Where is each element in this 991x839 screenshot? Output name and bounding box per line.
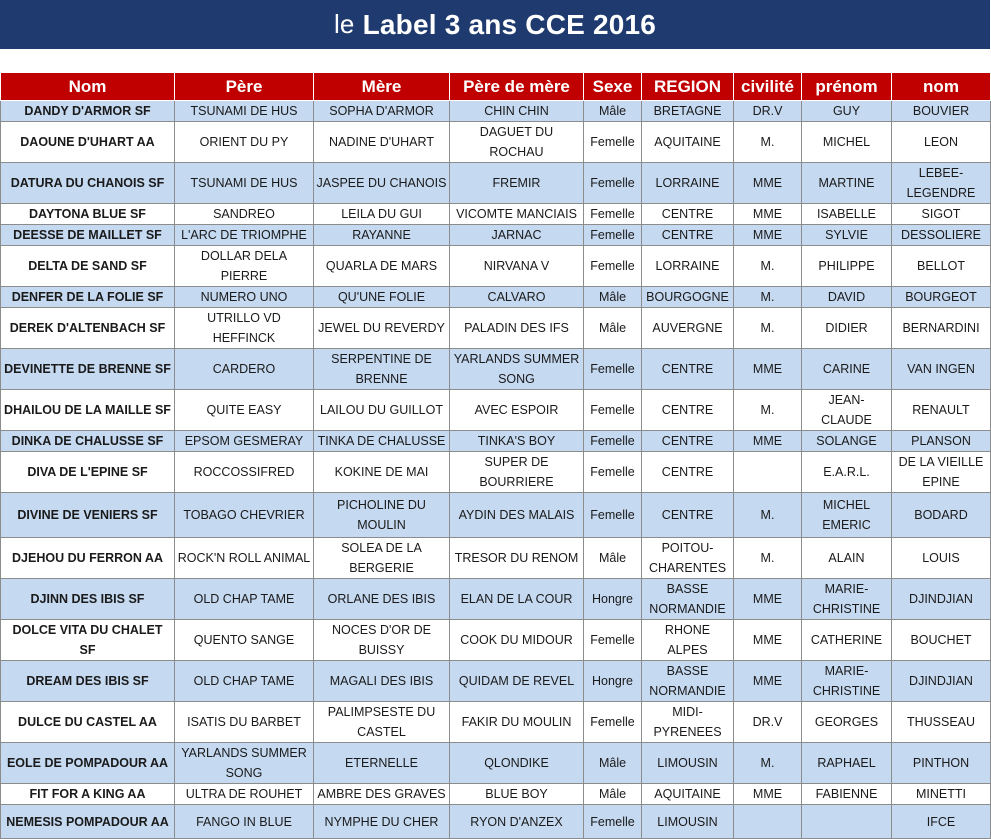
- dam-cell: JEWEL DU REVERDY: [314, 308, 450, 349]
- sex-cell: Femelle: [584, 493, 642, 538]
- sire-cell: ROCK'N ROLL ANIMAL: [175, 538, 314, 579]
- horse-name-cell: DANDY D'ARMOR SF: [1, 101, 175, 122]
- first-name-cell: MICHEL EMERIC: [802, 493, 892, 538]
- civility-cell: M.: [734, 743, 802, 784]
- sex-cell: Femelle: [584, 122, 642, 163]
- last-name-cell: DE LA VIEILLE EPINE: [892, 452, 991, 493]
- sex-cell: Mâle: [584, 101, 642, 122]
- table-row: [1, 349, 991, 390]
- horse-name-cell: DENFER DE LA FOLIE SF: [1, 287, 175, 308]
- first-name-cell: DAVID: [802, 287, 892, 308]
- dam-sire-cell: ELAN DE LA COUR: [450, 579, 584, 620]
- region-cell: CENTRE: [642, 431, 734, 452]
- table-row: [1, 246, 991, 287]
- sex-cell: Femelle: [584, 163, 642, 204]
- table-row: [1, 308, 991, 349]
- first-name-cell: PHILIPPE: [802, 246, 892, 287]
- table-row: [1, 538, 991, 579]
- sire-cell: CARDERO: [175, 349, 314, 390]
- sire-cell: ISATIS DU BARBET: [175, 702, 314, 743]
- table-row: [1, 204, 991, 225]
- first-name-cell: DIDIER: [802, 308, 892, 349]
- sex-cell: Femelle: [584, 390, 642, 431]
- header-pere-de-mere: Père de mère: [450, 73, 584, 101]
- sire-cell: SANDREO: [175, 204, 314, 225]
- sire-cell: UTRILLO VD HEFFINCK: [175, 308, 314, 349]
- region-cell: AQUITAINE: [642, 122, 734, 163]
- region-cell: LORRAINE: [642, 163, 734, 204]
- last-name-cell: LEBEE-LEGENDRE: [892, 163, 991, 204]
- first-name-cell: JEAN-CLAUDE: [802, 390, 892, 431]
- sex-cell: Mâle: [584, 538, 642, 579]
- region-cell: AUVERGNE: [642, 308, 734, 349]
- horse-name-cell: DHAILOU DE LA MAILLE SF: [1, 390, 175, 431]
- horse-name-cell: DJEHOU DU FERRON AA: [1, 538, 175, 579]
- first-name-cell: CATHERINE: [802, 620, 892, 661]
- civility-cell: MME: [734, 661, 802, 702]
- sire-cell: DOLLAR DELA PIERRE: [175, 246, 314, 287]
- header-nom-famille: nom: [892, 73, 991, 101]
- dam-sire-cell: NIRVANA V: [450, 246, 584, 287]
- civility-cell: M.: [734, 122, 802, 163]
- sire-cell: FANGO IN BLUE: [175, 805, 314, 839]
- last-name-cell: BOUVIER: [892, 101, 991, 122]
- civility-cell: M.: [734, 287, 802, 308]
- page-title: [0, 0, 990, 49]
- table-row: [1, 620, 991, 661]
- table-row: [1, 287, 991, 308]
- civility-cell: [734, 805, 802, 839]
- horse-name-cell: DINKA DE CHALUSSE SF: [1, 431, 175, 452]
- horse-name-cell: DJINN DES IBIS SF: [1, 579, 175, 620]
- civility-cell: MME: [734, 204, 802, 225]
- horse-name-cell: DAYTONA BLUE SF: [1, 204, 175, 225]
- civility-cell: DR.V: [734, 101, 802, 122]
- table-row: [1, 579, 991, 620]
- header-mere: Mère: [314, 73, 450, 101]
- sire-cell: QUITE EASY: [175, 390, 314, 431]
- region-cell: CENTRE: [642, 493, 734, 538]
- horse-name-cell: DEESSE DE MAILLET SF: [1, 225, 175, 246]
- sire-cell: OLD CHAP TAME: [175, 661, 314, 702]
- table-row: [1, 784, 991, 805]
- horse-name-cell: DELTA DE SAND SF: [1, 246, 175, 287]
- first-name-cell: ISABELLE: [802, 204, 892, 225]
- dam-sire-cell: RYON D'ANZEX: [450, 805, 584, 839]
- dam-cell: LEILA DU GUI: [314, 204, 450, 225]
- table-row: [1, 225, 991, 246]
- horse-name-cell: DIVINE DE VENIERS SF: [1, 493, 175, 538]
- dam-sire-cell: PALADIN DES IFS: [450, 308, 584, 349]
- dam-cell: NOCES D'OR DE BUISSY: [314, 620, 450, 661]
- sex-cell: Femelle: [584, 431, 642, 452]
- dam-cell: JASPEE DU CHANOIS: [314, 163, 450, 204]
- sex-cell: Femelle: [584, 225, 642, 246]
- sex-cell: Femelle: [584, 452, 642, 493]
- sire-cell: L'ARC DE TRIOMPHE: [175, 225, 314, 246]
- sire-cell: QUENTO SANGE: [175, 620, 314, 661]
- dam-cell: LAILOU DU GUILLOT: [314, 390, 450, 431]
- sex-cell: Femelle: [584, 204, 642, 225]
- civility-cell: MME: [734, 349, 802, 390]
- first-name-cell: ALAIN: [802, 538, 892, 579]
- horse-name-cell: DOLCE VITA DU CHALET SF: [1, 620, 175, 661]
- horse-name-cell: DULCE DU CASTEL AA: [1, 702, 175, 743]
- dam-cell: TINKA DE CHALUSSE: [314, 431, 450, 452]
- dam-sire-cell: BLUE BOY: [450, 784, 584, 805]
- region-cell: BRETAGNE: [642, 101, 734, 122]
- civility-cell: MME: [734, 431, 802, 452]
- last-name-cell: DJINDJIAN: [892, 579, 991, 620]
- region-cell: CENTRE: [642, 390, 734, 431]
- dam-cell: SOLEA DE LA BERGERIE: [314, 538, 450, 579]
- dam-sire-cell: TRESOR DU RENOM: [450, 538, 584, 579]
- dam-cell: PALIMPSESTE DU CASTEL: [314, 702, 450, 743]
- region-cell: LORRAINE: [642, 246, 734, 287]
- last-name-cell: SIGOT: [892, 204, 991, 225]
- horse-label-table: [0, 72, 991, 839]
- dam-cell: NADINE D'UHART: [314, 122, 450, 163]
- dam-cell: KOKINE DE MAI: [314, 452, 450, 493]
- civility-cell: M.: [734, 493, 802, 538]
- last-name-cell: BODARD: [892, 493, 991, 538]
- dam-sire-cell: CALVARO: [450, 287, 584, 308]
- dam-sire-cell: AYDIN DES MALAIS: [450, 493, 584, 538]
- last-name-cell: VAN INGEN: [892, 349, 991, 390]
- civility-cell: MME: [734, 620, 802, 661]
- dam-cell: NYMPHE DU CHER: [314, 805, 450, 839]
- region-cell: POITOU-CHARENTES: [642, 538, 734, 579]
- dam-sire-cell: COOK DU MIDOUR: [450, 620, 584, 661]
- sex-cell: Hongre: [584, 661, 642, 702]
- header-region: REGION: [642, 73, 734, 101]
- civility-cell: MME: [734, 579, 802, 620]
- sire-cell: TSUNAMI DE HUS: [175, 163, 314, 204]
- dam-sire-cell: QUIDAM DE REVEL: [450, 661, 584, 702]
- first-name-cell: MARIE-CHRISTINE: [802, 579, 892, 620]
- last-name-cell: PINTHON: [892, 743, 991, 784]
- last-name-cell: RENAULT: [892, 390, 991, 431]
- first-name-cell: FABIENNE: [802, 784, 892, 805]
- table-row: [1, 390, 991, 431]
- dam-cell: ORLANE DES IBIS: [314, 579, 450, 620]
- sex-cell: Femelle: [584, 805, 642, 839]
- last-name-cell: BELLOT: [892, 246, 991, 287]
- dam-cell: SOPHA D'ARMOR: [314, 101, 450, 122]
- dam-sire-cell: JARNAC: [450, 225, 584, 246]
- region-cell: RHONE ALPES: [642, 620, 734, 661]
- sex-cell: Femelle: [584, 349, 642, 390]
- sex-cell: Femelle: [584, 702, 642, 743]
- dam-cell: PICHOLINE DU MOULIN: [314, 493, 450, 538]
- table-row: [1, 101, 991, 122]
- first-name-cell: SOLANGE: [802, 431, 892, 452]
- sex-cell: Mâle: [584, 784, 642, 805]
- sire-cell: EPSOM GESMERAY: [175, 431, 314, 452]
- last-name-cell: IFCE: [892, 805, 991, 839]
- header-nom: Nom: [1, 73, 175, 101]
- last-name-cell: LOUIS: [892, 538, 991, 579]
- horse-name-cell: DREAM DES IBIS SF: [1, 661, 175, 702]
- first-name-cell: MARIE-CHRISTINE: [802, 661, 892, 702]
- region-cell: LIMOUSIN: [642, 805, 734, 839]
- first-name-cell: MICHEL: [802, 122, 892, 163]
- table-row: [1, 163, 991, 204]
- civility-cell: MME: [734, 163, 802, 204]
- region-cell: CENTRE: [642, 225, 734, 246]
- sire-cell: ULTRA DE ROUHET: [175, 784, 314, 805]
- horse-name-cell: DAOUNE D'UHART AA: [1, 122, 175, 163]
- last-name-cell: BOURGEOT: [892, 287, 991, 308]
- sex-cell: Femelle: [584, 246, 642, 287]
- civility-cell: M.: [734, 308, 802, 349]
- table-row: [1, 805, 991, 839]
- dam-sire-cell: FAKIR DU MOULIN: [450, 702, 584, 743]
- region-cell: BOURGOGNE: [642, 287, 734, 308]
- table-row: [1, 743, 991, 784]
- table-body: [1, 101, 991, 839]
- region-cell: CENTRE: [642, 452, 734, 493]
- sex-cell: Mâle: [584, 743, 642, 784]
- civility-cell: M.: [734, 538, 802, 579]
- civility-cell: M.: [734, 246, 802, 287]
- table-row: [1, 661, 991, 702]
- horse-name-cell: DATURA DU CHANOIS SF: [1, 163, 175, 204]
- dam-cell: QUARLA DE MARS: [314, 246, 450, 287]
- table-row: [1, 431, 991, 452]
- region-cell: BASSE NORMANDIE: [642, 661, 734, 702]
- last-name-cell: PLANSON: [892, 431, 991, 452]
- title-main: Label 3 ans CCE 2016: [362, 8, 657, 40]
- table-row: [1, 702, 991, 743]
- sire-cell: YARLANDS SUMMER SONG: [175, 743, 314, 784]
- dam-sire-cell: YARLANDS SUMMER SONG: [450, 349, 584, 390]
- first-name-cell: E.A.R.L.: [802, 452, 892, 493]
- dam-sire-cell: DAGUET DU ROCHAU: [450, 122, 584, 163]
- first-name-cell: CARINE: [802, 349, 892, 390]
- horse-name-cell: DIVA DE L'EPINE SF: [1, 452, 175, 493]
- first-name-cell: RAPHAEL: [802, 743, 892, 784]
- sire-cell: ROCCOSSIFRED: [175, 452, 314, 493]
- last-name-cell: DESSOLIERE: [892, 225, 991, 246]
- dam-cell: MAGALI DES IBIS: [314, 661, 450, 702]
- sire-cell: ORIENT DU PY: [175, 122, 314, 163]
- region-cell: MIDI-PYRENEES: [642, 702, 734, 743]
- sex-cell: Femelle: [584, 620, 642, 661]
- last-name-cell: BOUCHET: [892, 620, 991, 661]
- title-prefix: le: [333, 9, 355, 39]
- first-name-cell: GUY: [802, 101, 892, 122]
- header-sexe: Sexe: [584, 73, 642, 101]
- last-name-cell: DJINDJIAN: [892, 661, 991, 702]
- dam-sire-cell: AVEC ESPOIR: [450, 390, 584, 431]
- region-cell: CENTRE: [642, 204, 734, 225]
- dam-cell: SERPENTINE DE BRENNE: [314, 349, 450, 390]
- dam-cell: ETERNELLE: [314, 743, 450, 784]
- horse-name-cell: FIT FOR A KING AA: [1, 784, 175, 805]
- region-cell: BASSE NORMANDIE: [642, 579, 734, 620]
- header-pere: Père: [175, 73, 314, 101]
- dam-sire-cell: SUPER DE BOURRIERE: [450, 452, 584, 493]
- last-name-cell: THUSSEAU: [892, 702, 991, 743]
- last-name-cell: LEON: [892, 122, 991, 163]
- dam-cell: RAYANNE: [314, 225, 450, 246]
- sex-cell: Hongre: [584, 579, 642, 620]
- dam-sire-cell: FREMIR: [450, 163, 584, 204]
- civility-cell: MME: [734, 784, 802, 805]
- header-prenom: prénom: [802, 73, 892, 101]
- table-row: [1, 122, 991, 163]
- first-name-cell: MARTINE: [802, 163, 892, 204]
- region-cell: AQUITAINE: [642, 784, 734, 805]
- first-name-cell: SYLVIE: [802, 225, 892, 246]
- dam-sire-cell: CHIN CHIN: [450, 101, 584, 122]
- sex-cell: Mâle: [584, 308, 642, 349]
- header-civilite: civilité: [734, 73, 802, 101]
- sex-cell: Mâle: [584, 287, 642, 308]
- civility-cell: MME: [734, 225, 802, 246]
- dam-cell: AMBRE DES GRAVES: [314, 784, 450, 805]
- horse-name-cell: NEMESIS POMPADOUR AA: [1, 805, 175, 839]
- horse-name-cell: DEVINETTE DE BRENNE SF: [1, 349, 175, 390]
- horse-name-cell: DEREK D'ALTENBACH SF: [1, 308, 175, 349]
- dam-sire-cell: QLONDIKE: [450, 743, 584, 784]
- sire-cell: TOBAGO CHEVRIER: [175, 493, 314, 538]
- civility-cell: M.: [734, 390, 802, 431]
- sire-cell: TSUNAMI DE HUS: [175, 101, 314, 122]
- region-cell: LIMOUSIN: [642, 743, 734, 784]
- first-name-cell: [802, 805, 892, 839]
- sire-cell: NUMERO UNO: [175, 287, 314, 308]
- last-name-cell: BERNARDINI: [892, 308, 991, 349]
- table-row: [1, 452, 991, 493]
- dam-cell: QU'UNE FOLIE: [314, 287, 450, 308]
- table-row: [1, 493, 991, 538]
- dam-sire-cell: TINKA'S BOY: [450, 431, 584, 452]
- last-name-cell: MINETTI: [892, 784, 991, 805]
- first-name-cell: GEORGES: [802, 702, 892, 743]
- region-cell: CENTRE: [642, 349, 734, 390]
- sire-cell: OLD CHAP TAME: [175, 579, 314, 620]
- civility-cell: [734, 452, 802, 493]
- dam-sire-cell: VICOMTE MANCIAIS: [450, 204, 584, 225]
- horse-name-cell: EOLE DE POMPADOUR AA: [1, 743, 175, 784]
- civility-cell: DR.V: [734, 702, 802, 743]
- table-header-row: [1, 73, 991, 101]
